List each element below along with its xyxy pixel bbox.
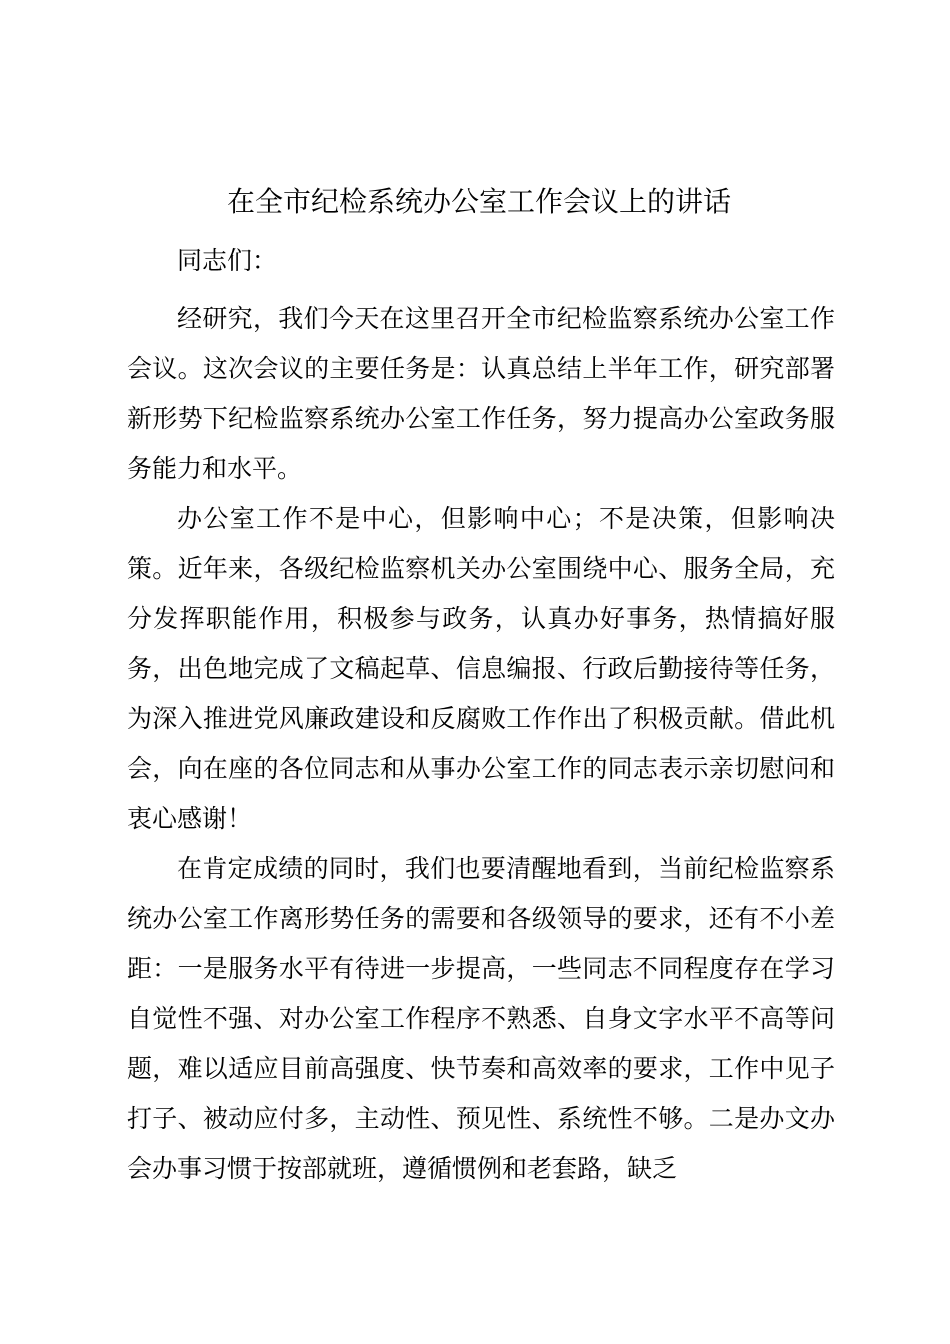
paragraph-1: 经研究，我们今天在这里召开全市纪检监察系统办公室工作会议。这次会议的主要任务是：认真总结上半年工作，研究部署新形势下纪检监察系统办公室工作任务，努力提高办公室政务服务能力和水平。 bbox=[127, 304, 835, 483]
paragraph-2: 办公室工作不是中心，但影响中心；不是决策，但影响决策。近年来，各级纪检监察机关办公室围绕中心、服务全局，充分发挥职能作用，积极参与政务，认真办好事务，热情搞好服务，出色地完成了文稿起草、信息编报、行政后勤接待等任务，为深入推进党风廉政建设和反腐败工作作出了积极贡献。借此机会，向在座的各位同志和从事办公室工作的同志表示亲切慰问和衷心感谢！ bbox=[127, 504, 835, 833]
paragraph-3: 在肯定成绩的同时，我们也要清醒地看到，当前纪检监察系统办公室工作离形势任务的需要和各级领导的要求，还有不小差距：一是服务水平有待进一步提高，一些同志不同程度存在学习自觉性不强、对办公室工作程序不熟悉、自身文字水平不高等问题，难以适应目前高强度、快节奏和高效率的要求，工作中见子打子、被动应付多，主动性、预见性、系统性不够。二是办文办会办事习惯于按部就班，遵循惯例和老套路，缺乏 bbox=[127, 854, 835, 1183]
document-body bbox=[127, 236, 835, 1194]
document-title: 在全市纪检系统办公室工作会议上的讲话 bbox=[226, 185, 731, 218]
salutation: 同志们： bbox=[177, 246, 278, 275]
